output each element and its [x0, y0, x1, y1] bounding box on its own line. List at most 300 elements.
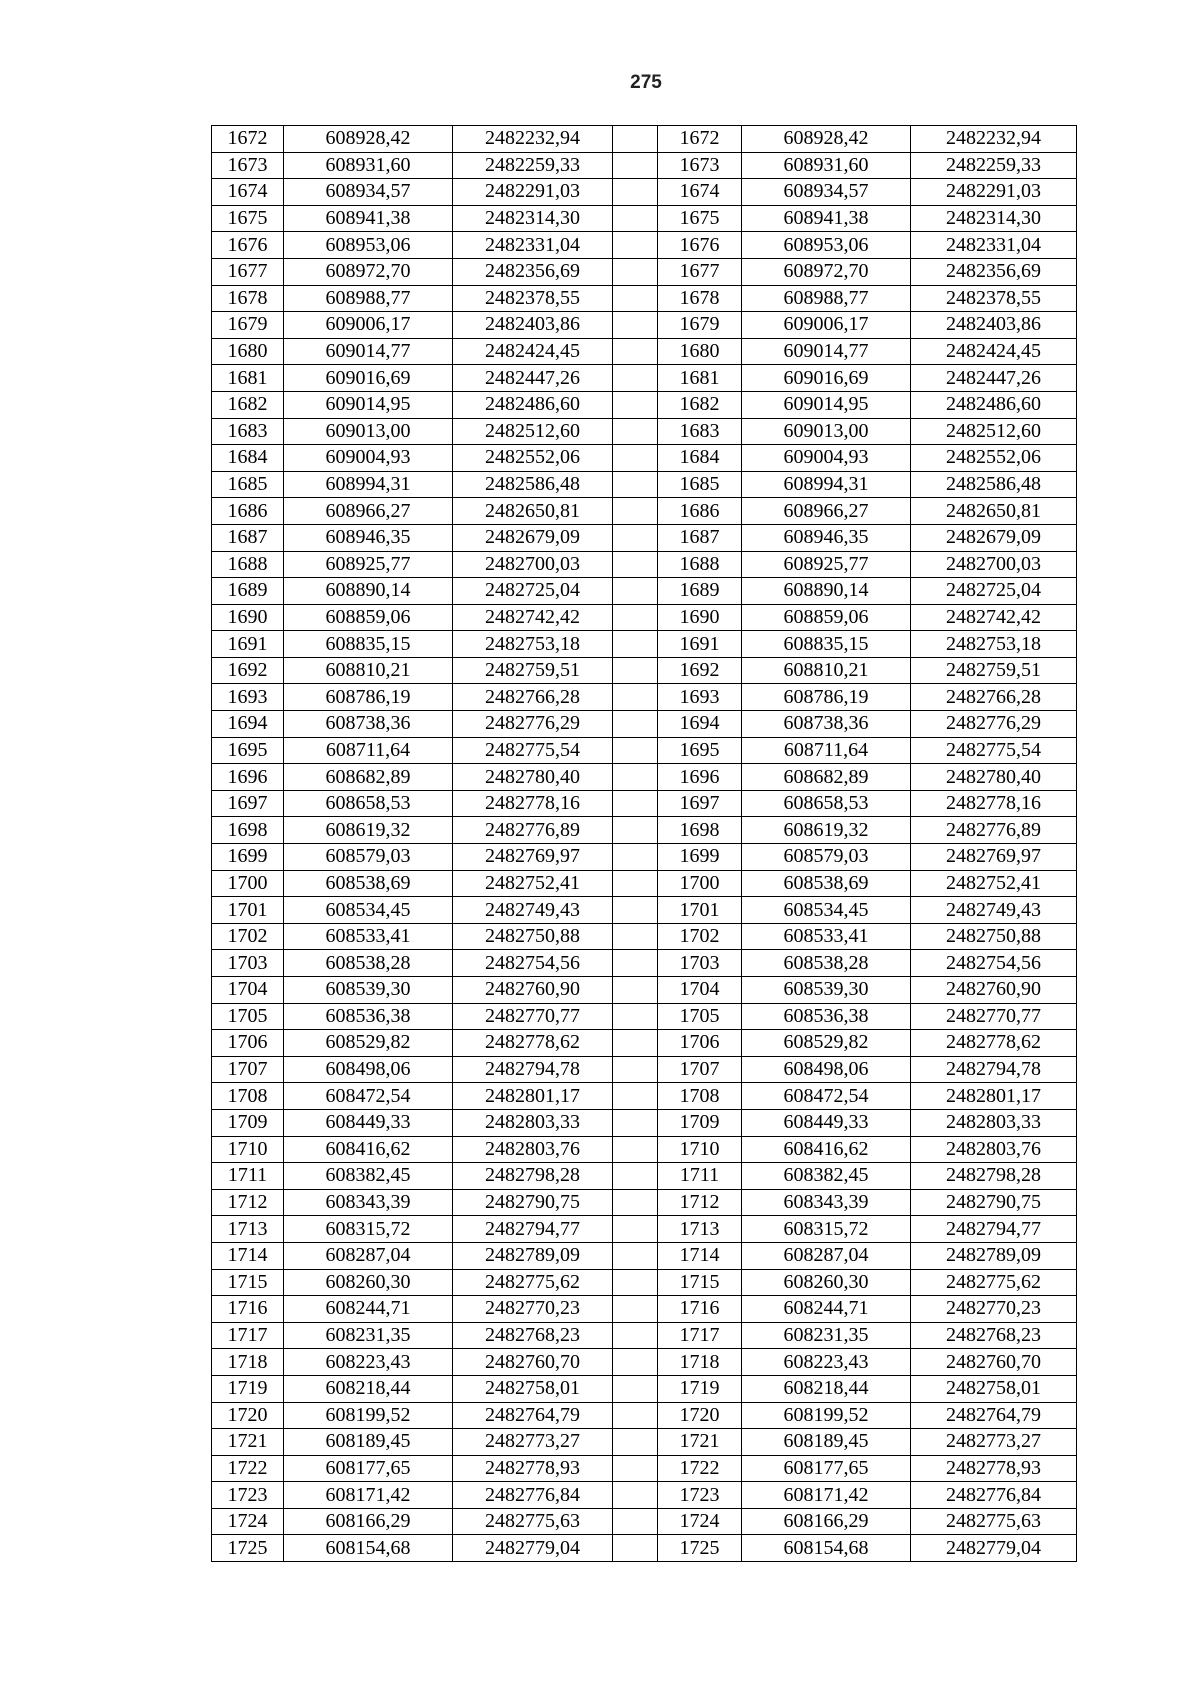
column-gap: [613, 1269, 658, 1296]
left-x-coordinate-cell: 608934,57: [284, 179, 453, 206]
table-row: [212, 312, 1077, 339]
left-y-coordinate-cell: 2482794,78: [453, 1056, 613, 1083]
left-y-coordinate-cell: 2482775,63: [453, 1508, 613, 1535]
left-x-coordinate-cell: 608472,54: [284, 1083, 453, 1110]
right-y-coordinate-cell: 2482776,89: [911, 817, 1077, 844]
right-point-number-cell: 1695: [658, 737, 742, 764]
left-x-coordinate-cell: 608972,70: [284, 258, 453, 285]
right-point-number-cell: 1717: [658, 1322, 742, 1349]
column-gap: [613, 1429, 658, 1456]
right-y-coordinate-cell: 2482749,43: [911, 897, 1077, 924]
right-point-number-cell: 1674: [658, 179, 742, 206]
right-y-coordinate-cell: 2482770,23: [911, 1296, 1077, 1323]
left-x-coordinate-cell: 608189,45: [284, 1429, 453, 1456]
left-y-coordinate-cell: 2482586,48: [453, 471, 613, 498]
left-y-coordinate-cell: 2482778,62: [453, 1030, 613, 1057]
right-x-coordinate-cell: 608177,65: [742, 1455, 911, 1482]
column-gap: [613, 338, 658, 365]
left-point-number-cell: 1707: [212, 1056, 284, 1083]
left-y-coordinate-cell: 2482356,69: [453, 258, 613, 285]
left-y-coordinate-cell: 2482769,97: [453, 844, 613, 871]
table-row: [212, 1322, 1077, 1349]
right-point-number-cell: 1710: [658, 1136, 742, 1163]
left-point-number-cell: 1722: [212, 1455, 284, 1482]
table-row: [212, 391, 1077, 418]
right-x-coordinate-cell: 608988,77: [742, 285, 911, 312]
right-y-coordinate-cell: 2482447,26: [911, 365, 1077, 392]
left-point-number-cell: 1679: [212, 312, 284, 339]
right-point-number-cell: 1687: [658, 524, 742, 551]
right-x-coordinate-cell: 608579,03: [742, 844, 911, 871]
left-point-number-cell: 1682: [212, 391, 284, 418]
left-y-coordinate-cell: 2482773,27: [453, 1429, 613, 1456]
right-y-coordinate-cell: 2482586,48: [911, 471, 1077, 498]
table-row: [212, 923, 1077, 950]
coordinates-table-body: [212, 126, 1077, 1562]
left-x-coordinate-cell: 608343,39: [284, 1189, 453, 1216]
right-point-number-cell: 1714: [658, 1242, 742, 1269]
left-y-coordinate-cell: 2482259,33: [453, 152, 613, 179]
right-x-coordinate-cell: 609014,77: [742, 338, 911, 365]
right-x-coordinate-cell: 608382,45: [742, 1163, 911, 1190]
column-gap: [613, 950, 658, 977]
column-gap: [613, 1003, 658, 1030]
left-point-number-cell: 1701: [212, 897, 284, 924]
table-row: [212, 1216, 1077, 1243]
table-row: [212, 657, 1077, 684]
table-row: [212, 1535, 1077, 1562]
right-y-coordinate-cell: 2482768,23: [911, 1322, 1077, 1349]
right-y-coordinate-cell: 2482424,45: [911, 338, 1077, 365]
right-point-number-cell: 1705: [658, 1003, 742, 1030]
left-point-number-cell: 1699: [212, 844, 284, 871]
right-point-number-cell: 1716: [658, 1296, 742, 1323]
right-x-coordinate-cell: 608994,31: [742, 471, 911, 498]
right-y-coordinate-cell: 2482764,79: [911, 1402, 1077, 1429]
right-x-coordinate-cell: 608244,71: [742, 1296, 911, 1323]
table-row: [212, 258, 1077, 285]
left-x-coordinate-cell: 608738,36: [284, 711, 453, 738]
right-point-number-cell: 1676: [658, 232, 742, 259]
table-row: [212, 179, 1077, 206]
right-point-number-cell: 1700: [658, 870, 742, 897]
right-x-coordinate-cell: 608934,57: [742, 179, 911, 206]
right-y-coordinate-cell: 2482790,75: [911, 1189, 1077, 1216]
right-x-coordinate-cell: 608682,89: [742, 764, 911, 791]
left-x-coordinate-cell: 608199,52: [284, 1402, 453, 1429]
left-y-coordinate-cell: 2482754,56: [453, 950, 613, 977]
left-y-coordinate-cell: 2482424,45: [453, 338, 613, 365]
right-x-coordinate-cell: 608529,82: [742, 1030, 911, 1057]
right-y-coordinate-cell: 2482794,78: [911, 1056, 1077, 1083]
left-y-coordinate-cell: 2482758,01: [453, 1375, 613, 1402]
right-y-coordinate-cell: 2482750,88: [911, 923, 1077, 950]
right-x-coordinate-cell: 608538,28: [742, 950, 911, 977]
right-x-coordinate-cell: 609006,17: [742, 312, 911, 339]
table-row: [212, 205, 1077, 232]
column-gap: [613, 604, 658, 631]
table-row: [212, 524, 1077, 551]
column-gap: [613, 391, 658, 418]
column-gap: [613, 790, 658, 817]
right-point-number-cell: 1696: [658, 764, 742, 791]
right-x-coordinate-cell: 608472,54: [742, 1083, 911, 1110]
left-point-number-cell: 1703: [212, 950, 284, 977]
column-gap: [613, 1535, 658, 1562]
table-row: [212, 1136, 1077, 1163]
right-y-coordinate-cell: 2482758,01: [911, 1375, 1077, 1402]
left-y-coordinate-cell: 2482778,16: [453, 790, 613, 817]
column-gap: [613, 1322, 658, 1349]
left-point-number-cell: 1694: [212, 711, 284, 738]
left-point-number-cell: 1678: [212, 285, 284, 312]
left-x-coordinate-cell: 609014,77: [284, 338, 453, 365]
right-y-coordinate-cell: 2482798,28: [911, 1163, 1077, 1190]
right-y-coordinate-cell: 2482769,97: [911, 844, 1077, 871]
right-y-coordinate-cell: 2482378,55: [911, 285, 1077, 312]
left-y-coordinate-cell: 2482752,41: [453, 870, 613, 897]
left-y-coordinate-cell: 2482760,90: [453, 977, 613, 1004]
column-gap: [613, 1508, 658, 1535]
right-point-number-cell: 1723: [658, 1482, 742, 1509]
right-y-coordinate-cell: 2482742,42: [911, 604, 1077, 631]
right-y-coordinate-cell: 2482775,54: [911, 737, 1077, 764]
left-point-number-cell: 1683: [212, 418, 284, 445]
right-y-coordinate-cell: 2482486,60: [911, 391, 1077, 418]
column-gap: [613, 1189, 658, 1216]
left-x-coordinate-cell: 608711,64: [284, 737, 453, 764]
left-point-number-cell: 1684: [212, 445, 284, 472]
right-point-number-cell: 1724: [658, 1508, 742, 1535]
right-y-coordinate-cell: 2482776,84: [911, 1482, 1077, 1509]
right-y-coordinate-cell: 2482314,30: [911, 205, 1077, 232]
right-y-coordinate-cell: 2482778,93: [911, 1455, 1077, 1482]
table-row: [212, 1296, 1077, 1323]
table-row: [212, 551, 1077, 578]
left-point-number-cell: 1719: [212, 1375, 284, 1402]
left-x-coordinate-cell: 608449,33: [284, 1109, 453, 1136]
right-y-coordinate-cell: 2482775,62: [911, 1269, 1077, 1296]
table-row: [212, 604, 1077, 631]
right-x-coordinate-cell: 608171,42: [742, 1482, 911, 1509]
left-y-coordinate-cell: 2482378,55: [453, 285, 613, 312]
table-row: [212, 418, 1077, 445]
right-x-coordinate-cell: 608941,38: [742, 205, 911, 232]
left-x-coordinate-cell: 608171,42: [284, 1482, 453, 1509]
right-x-coordinate-cell: 608166,29: [742, 1508, 911, 1535]
right-point-number-cell: 1707: [658, 1056, 742, 1083]
table-row: [212, 578, 1077, 605]
left-y-coordinate-cell: 2482750,88: [453, 923, 613, 950]
left-y-coordinate-cell: 2482801,17: [453, 1083, 613, 1110]
right-y-coordinate-cell: 2482778,16: [911, 790, 1077, 817]
right-point-number-cell: 1688: [658, 551, 742, 578]
column-gap: [613, 764, 658, 791]
left-x-coordinate-cell: 608534,45: [284, 897, 453, 924]
column-gap: [613, 1349, 658, 1376]
column-gap: [613, 258, 658, 285]
left-point-number-cell: 1680: [212, 338, 284, 365]
table-row: [212, 764, 1077, 791]
left-point-number-cell: 1695: [212, 737, 284, 764]
column-gap: [613, 365, 658, 392]
left-y-coordinate-cell: 2482232,94: [453, 126, 613, 153]
left-point-number-cell: 1718: [212, 1349, 284, 1376]
column-gap: [613, 1056, 658, 1083]
table-row: [212, 1003, 1077, 1030]
table-row: [212, 737, 1077, 764]
left-point-number-cell: 1697: [212, 790, 284, 817]
right-y-coordinate-cell: 2482760,90: [911, 977, 1077, 1004]
left-x-coordinate-cell: 608287,04: [284, 1242, 453, 1269]
left-point-number-cell: 1689: [212, 578, 284, 605]
right-point-number-cell: 1704: [658, 977, 742, 1004]
right-x-coordinate-cell: 608538,69: [742, 870, 911, 897]
left-x-coordinate-cell: 608382,45: [284, 1163, 453, 1190]
column-gap: [613, 737, 658, 764]
column-gap: [613, 870, 658, 897]
column-gap: [613, 1296, 658, 1323]
table-row: [212, 1349, 1077, 1376]
right-y-coordinate-cell: 2482794,77: [911, 1216, 1077, 1243]
right-y-coordinate-cell: 2482789,09: [911, 1242, 1077, 1269]
left-y-coordinate-cell: 2482790,75: [453, 1189, 613, 1216]
right-y-coordinate-cell: 2482776,29: [911, 711, 1077, 738]
left-y-coordinate-cell: 2482780,40: [453, 764, 613, 791]
table-row: [212, 870, 1077, 897]
right-x-coordinate-cell: 608966,27: [742, 498, 911, 525]
right-x-coordinate-cell: 608925,77: [742, 551, 911, 578]
right-point-number-cell: 1694: [658, 711, 742, 738]
right-x-coordinate-cell: 608658,53: [742, 790, 911, 817]
table-row: [212, 1508, 1077, 1535]
left-point-number-cell: 1723: [212, 1482, 284, 1509]
left-x-coordinate-cell: 608994,31: [284, 471, 453, 498]
right-y-coordinate-cell: 2482766,28: [911, 684, 1077, 711]
left-x-coordinate-cell: 608315,72: [284, 1216, 453, 1243]
right-point-number-cell: 1709: [658, 1109, 742, 1136]
left-y-coordinate-cell: 2482798,28: [453, 1163, 613, 1190]
right-point-number-cell: 1711: [658, 1163, 742, 1190]
right-x-coordinate-cell: 609016,69: [742, 365, 911, 392]
left-x-coordinate-cell: 608223,43: [284, 1349, 453, 1376]
left-x-coordinate-cell: 608835,15: [284, 631, 453, 658]
right-y-coordinate-cell: 2482331,04: [911, 232, 1077, 259]
left-y-coordinate-cell: 2482447,26: [453, 365, 613, 392]
left-y-coordinate-cell: 2482776,89: [453, 817, 613, 844]
right-x-coordinate-cell: 609013,00: [742, 418, 911, 445]
left-x-coordinate-cell: 608154,68: [284, 1535, 453, 1562]
right-y-coordinate-cell: 2482752,41: [911, 870, 1077, 897]
left-y-coordinate-cell: 2482776,84: [453, 1482, 613, 1509]
right-x-coordinate-cell: 608928,42: [742, 126, 911, 153]
right-point-number-cell: 1680: [658, 338, 742, 365]
right-point-number-cell: 1678: [658, 285, 742, 312]
left-point-number-cell: 1708: [212, 1083, 284, 1110]
right-x-coordinate-cell: 608189,45: [742, 1429, 911, 1456]
column-gap: [613, 844, 658, 871]
left-x-coordinate-cell: 608260,30: [284, 1269, 453, 1296]
right-x-coordinate-cell: 608534,45: [742, 897, 911, 924]
left-point-number-cell: 1686: [212, 498, 284, 525]
table-row: [212, 950, 1077, 977]
column-gap: [613, 657, 658, 684]
right-y-coordinate-cell: 2482801,17: [911, 1083, 1077, 1110]
table-row: [212, 1482, 1077, 1509]
left-y-coordinate-cell: 2482770,77: [453, 1003, 613, 1030]
column-gap: [613, 711, 658, 738]
left-point-number-cell: 1675: [212, 205, 284, 232]
left-y-coordinate-cell: 2482789,09: [453, 1242, 613, 1269]
left-y-coordinate-cell: 2482775,54: [453, 737, 613, 764]
left-y-coordinate-cell: 2482775,62: [453, 1269, 613, 1296]
left-point-number-cell: 1720: [212, 1402, 284, 1429]
table-row: [212, 1056, 1077, 1083]
right-point-number-cell: 1722: [658, 1455, 742, 1482]
left-point-number-cell: 1674: [212, 179, 284, 206]
left-x-coordinate-cell: 608416,62: [284, 1136, 453, 1163]
table-row: [212, 126, 1077, 153]
right-y-coordinate-cell: 2482650,81: [911, 498, 1077, 525]
table-row: [212, 1163, 1077, 1190]
left-x-coordinate-cell: 608859,06: [284, 604, 453, 631]
right-x-coordinate-cell: 608946,35: [742, 524, 911, 551]
table-row: [212, 817, 1077, 844]
right-y-coordinate-cell: 2482770,77: [911, 1003, 1077, 1030]
left-x-coordinate-cell: 608682,89: [284, 764, 453, 791]
left-point-number-cell: 1712: [212, 1189, 284, 1216]
right-x-coordinate-cell: 608315,72: [742, 1216, 911, 1243]
left-y-coordinate-cell: 2482749,43: [453, 897, 613, 924]
left-x-coordinate-cell: 608177,65: [284, 1455, 453, 1482]
table-row: [212, 684, 1077, 711]
right-y-coordinate-cell: 2482700,03: [911, 551, 1077, 578]
left-point-number-cell: 1714: [212, 1242, 284, 1269]
left-point-number-cell: 1698: [212, 817, 284, 844]
right-x-coordinate-cell: 608536,38: [742, 1003, 911, 1030]
column-gap: [613, 1083, 658, 1110]
left-y-coordinate-cell: 2482291,03: [453, 179, 613, 206]
left-x-coordinate-cell: 608946,35: [284, 524, 453, 551]
table-row: [212, 338, 1077, 365]
column-gap: [613, 684, 658, 711]
left-x-coordinate-cell: 608953,06: [284, 232, 453, 259]
right-point-number-cell: 1693: [658, 684, 742, 711]
right-x-coordinate-cell: 608890,14: [742, 578, 911, 605]
table-row: [212, 1109, 1077, 1136]
left-x-coordinate-cell: 608966,27: [284, 498, 453, 525]
left-point-number-cell: 1705: [212, 1003, 284, 1030]
column-gap: [613, 418, 658, 445]
right-x-coordinate-cell: 608154,68: [742, 1535, 911, 1562]
left-y-coordinate-cell: 2482768,23: [453, 1322, 613, 1349]
right-y-coordinate-cell: 2482725,04: [911, 578, 1077, 605]
left-x-coordinate-cell: 608810,21: [284, 657, 453, 684]
left-y-coordinate-cell: 2482764,79: [453, 1402, 613, 1429]
left-y-coordinate-cell: 2482700,03: [453, 551, 613, 578]
right-point-number-cell: 1681: [658, 365, 742, 392]
left-point-number-cell: 1690: [212, 604, 284, 631]
right-point-number-cell: 1701: [658, 897, 742, 924]
column-gap: [613, 524, 658, 551]
left-x-coordinate-cell: 608658,53: [284, 790, 453, 817]
column-gap: [613, 498, 658, 525]
right-point-number-cell: 1712: [658, 1189, 742, 1216]
column-gap: [613, 232, 658, 259]
left-point-number-cell: 1673: [212, 152, 284, 179]
right-point-number-cell: 1673: [658, 152, 742, 179]
table-row: [212, 152, 1077, 179]
left-y-coordinate-cell: 2482759,51: [453, 657, 613, 684]
column-gap: [613, 631, 658, 658]
right-x-coordinate-cell: 608539,30: [742, 977, 911, 1004]
table-row: [212, 977, 1077, 1004]
table-row: [212, 1455, 1077, 1482]
right-y-coordinate-cell: 2482356,69: [911, 258, 1077, 285]
right-x-coordinate-cell: 608260,30: [742, 1269, 911, 1296]
right-x-coordinate-cell: 608287,04: [742, 1242, 911, 1269]
left-y-coordinate-cell: 2482650,81: [453, 498, 613, 525]
table-row: [212, 1402, 1077, 1429]
table-row: [212, 844, 1077, 871]
left-point-number-cell: 1713: [212, 1216, 284, 1243]
left-x-coordinate-cell: 608988,77: [284, 285, 453, 312]
left-x-coordinate-cell: 609014,95: [284, 391, 453, 418]
right-point-number-cell: 1719: [658, 1375, 742, 1402]
right-x-coordinate-cell: 608533,41: [742, 923, 911, 950]
right-point-number-cell: 1706: [658, 1030, 742, 1057]
left-y-coordinate-cell: 2482552,06: [453, 445, 613, 472]
column-gap: [613, 1216, 658, 1243]
table-row: [212, 1189, 1077, 1216]
left-point-number-cell: 1691: [212, 631, 284, 658]
right-point-number-cell: 1682: [658, 391, 742, 418]
right-x-coordinate-cell: 608738,36: [742, 711, 911, 738]
left-x-coordinate-cell: 608538,69: [284, 870, 453, 897]
column-gap: [613, 1375, 658, 1402]
table-row: [212, 711, 1077, 738]
left-point-number-cell: 1725: [212, 1535, 284, 1562]
column-gap: [613, 152, 658, 179]
table-row: [212, 1429, 1077, 1456]
left-x-coordinate-cell: 608928,42: [284, 126, 453, 153]
table-row: [212, 1375, 1077, 1402]
right-x-coordinate-cell: 608972,70: [742, 258, 911, 285]
table-row: [212, 1242, 1077, 1269]
right-point-number-cell: 1675: [658, 205, 742, 232]
left-point-number-cell: 1692: [212, 657, 284, 684]
left-point-number-cell: 1702: [212, 923, 284, 950]
right-point-number-cell: 1684: [658, 445, 742, 472]
right-y-coordinate-cell: 2482679,09: [911, 524, 1077, 551]
right-point-number-cell: 1715: [658, 1269, 742, 1296]
coordinates-table: [211, 125, 1077, 1562]
right-y-coordinate-cell: 2482512,60: [911, 418, 1077, 445]
left-point-number-cell: 1721: [212, 1429, 284, 1456]
left-y-coordinate-cell: 2482486,60: [453, 391, 613, 418]
column-gap: [613, 1482, 658, 1509]
right-x-coordinate-cell: 608931,60: [742, 152, 911, 179]
left-x-coordinate-cell: 608925,77: [284, 551, 453, 578]
left-y-coordinate-cell: 2482803,76: [453, 1136, 613, 1163]
left-point-number-cell: 1677: [212, 258, 284, 285]
left-point-number-cell: 1711: [212, 1163, 284, 1190]
right-point-number-cell: 1702: [658, 923, 742, 950]
left-x-coordinate-cell: 608941,38: [284, 205, 453, 232]
left-y-coordinate-cell: 2482766,28: [453, 684, 613, 711]
left-point-number-cell: 1687: [212, 524, 284, 551]
left-point-number-cell: 1696: [212, 764, 284, 791]
